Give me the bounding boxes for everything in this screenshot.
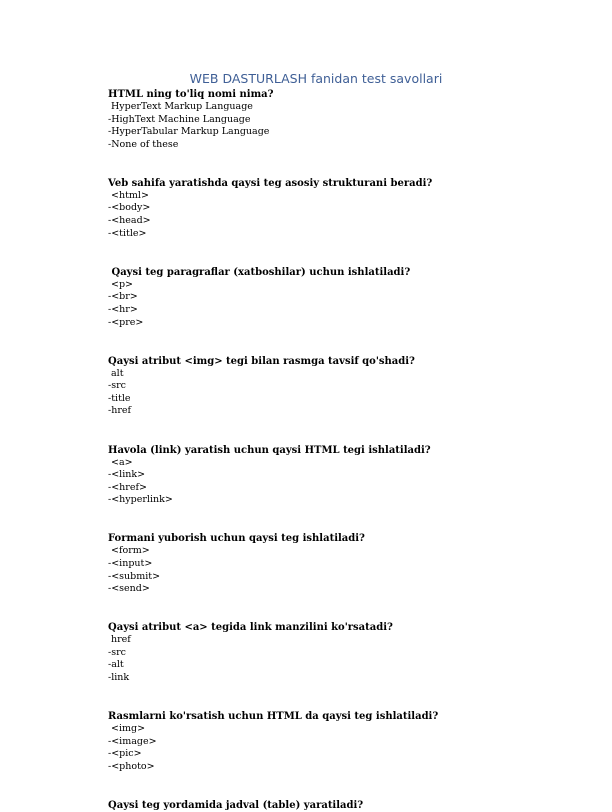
answer-option: -src [108, 646, 126, 658]
answer-option: -href [108, 405, 132, 417]
answer-option: -title [108, 392, 131, 404]
answer-option: -<photo> [108, 760, 155, 772]
question-6 [108, 532, 588, 595]
question-7 [108, 621, 588, 684]
question-8 [108, 710, 588, 773]
question-text: HTML ning to'liq nomi nima? [108, 89, 274, 100]
answer-option: -<pre> [108, 316, 144, 328]
question-text: Qaysi teg yordamida jadval (table) yaratiladi? [108, 800, 364, 811]
question-list [108, 88, 588, 812]
answer-option: -<submit> [108, 570, 161, 582]
document-title: WEB DASTURLASH fanidan test savollari [189, 71, 443, 86]
answer-option: -link [108, 672, 130, 684]
answer-option: -HighText Machine Language [108, 113, 251, 125]
answer-option: -HyperTabular Markup Language [108, 126, 270, 138]
question-1 [108, 88, 588, 151]
question-9 [108, 799, 588, 812]
answer-option: -alt [108, 659, 124, 671]
question-text: Havola (link) yaratish uchun qaysi HTML tegi ishlatiladi? [108, 444, 431, 456]
answer-option: -<image> [108, 735, 157, 747]
answer-option: alt [108, 367, 124, 379]
question-2 [108, 177, 588, 240]
question-text: Qaysi teg paragraflar (xatboshilar) uchun ishlatiladi? [108, 266, 411, 278]
answer-option: -<href> [108, 481, 147, 493]
answer-option: -<pic> [108, 748, 142, 760]
answer-option: -src [108, 380, 126, 392]
answer-option: -None of these [108, 138, 179, 150]
question-text: Qaysi atribut <a> tegida link manzilini ko'rsatadi? [108, 622, 393, 634]
question-text: Formani yuborish uchun qaysi teg ishlatiladi? [108, 533, 365, 545]
answer-option: -<input> [108, 557, 153, 569]
answer-option: <a> [108, 456, 133, 468]
question-5 [108, 444, 588, 507]
question-4 [108, 355, 588, 418]
answer-option: HyperText Markup Language [108, 101, 253, 112]
answer-option: -<hr> [108, 303, 138, 315]
question-3 [108, 266, 588, 329]
question-text: Veb sahifa yaratishda qaysi teg asosiy strukturani beradi? [108, 177, 433, 189]
answer-option: -<br> [108, 291, 138, 303]
answer-option: <form> [108, 545, 150, 557]
answer-option: -<send> [108, 583, 150, 595]
answer-option: -<body> [108, 202, 151, 214]
answer-option: href [108, 634, 131, 646]
answer-option: <p> [108, 278, 134, 290]
answer-option: -<link> [108, 469, 146, 481]
question-text: Rasmlarni ko'rsatish uchun HTML da qaysi teg ishlatiladi? [108, 711, 439, 723]
answer-option: -<head> [108, 215, 151, 227]
answer-option: <html> [108, 189, 149, 201]
answer-option: -<title> [108, 227, 147, 239]
answer-option: <img> [108, 723, 146, 735]
answer-option: -<hyperlink> [108, 494, 173, 506]
question-text: Qaysi atribut <img> tegi bilan rasmga tavsif qo'shadi? [108, 355, 415, 367]
